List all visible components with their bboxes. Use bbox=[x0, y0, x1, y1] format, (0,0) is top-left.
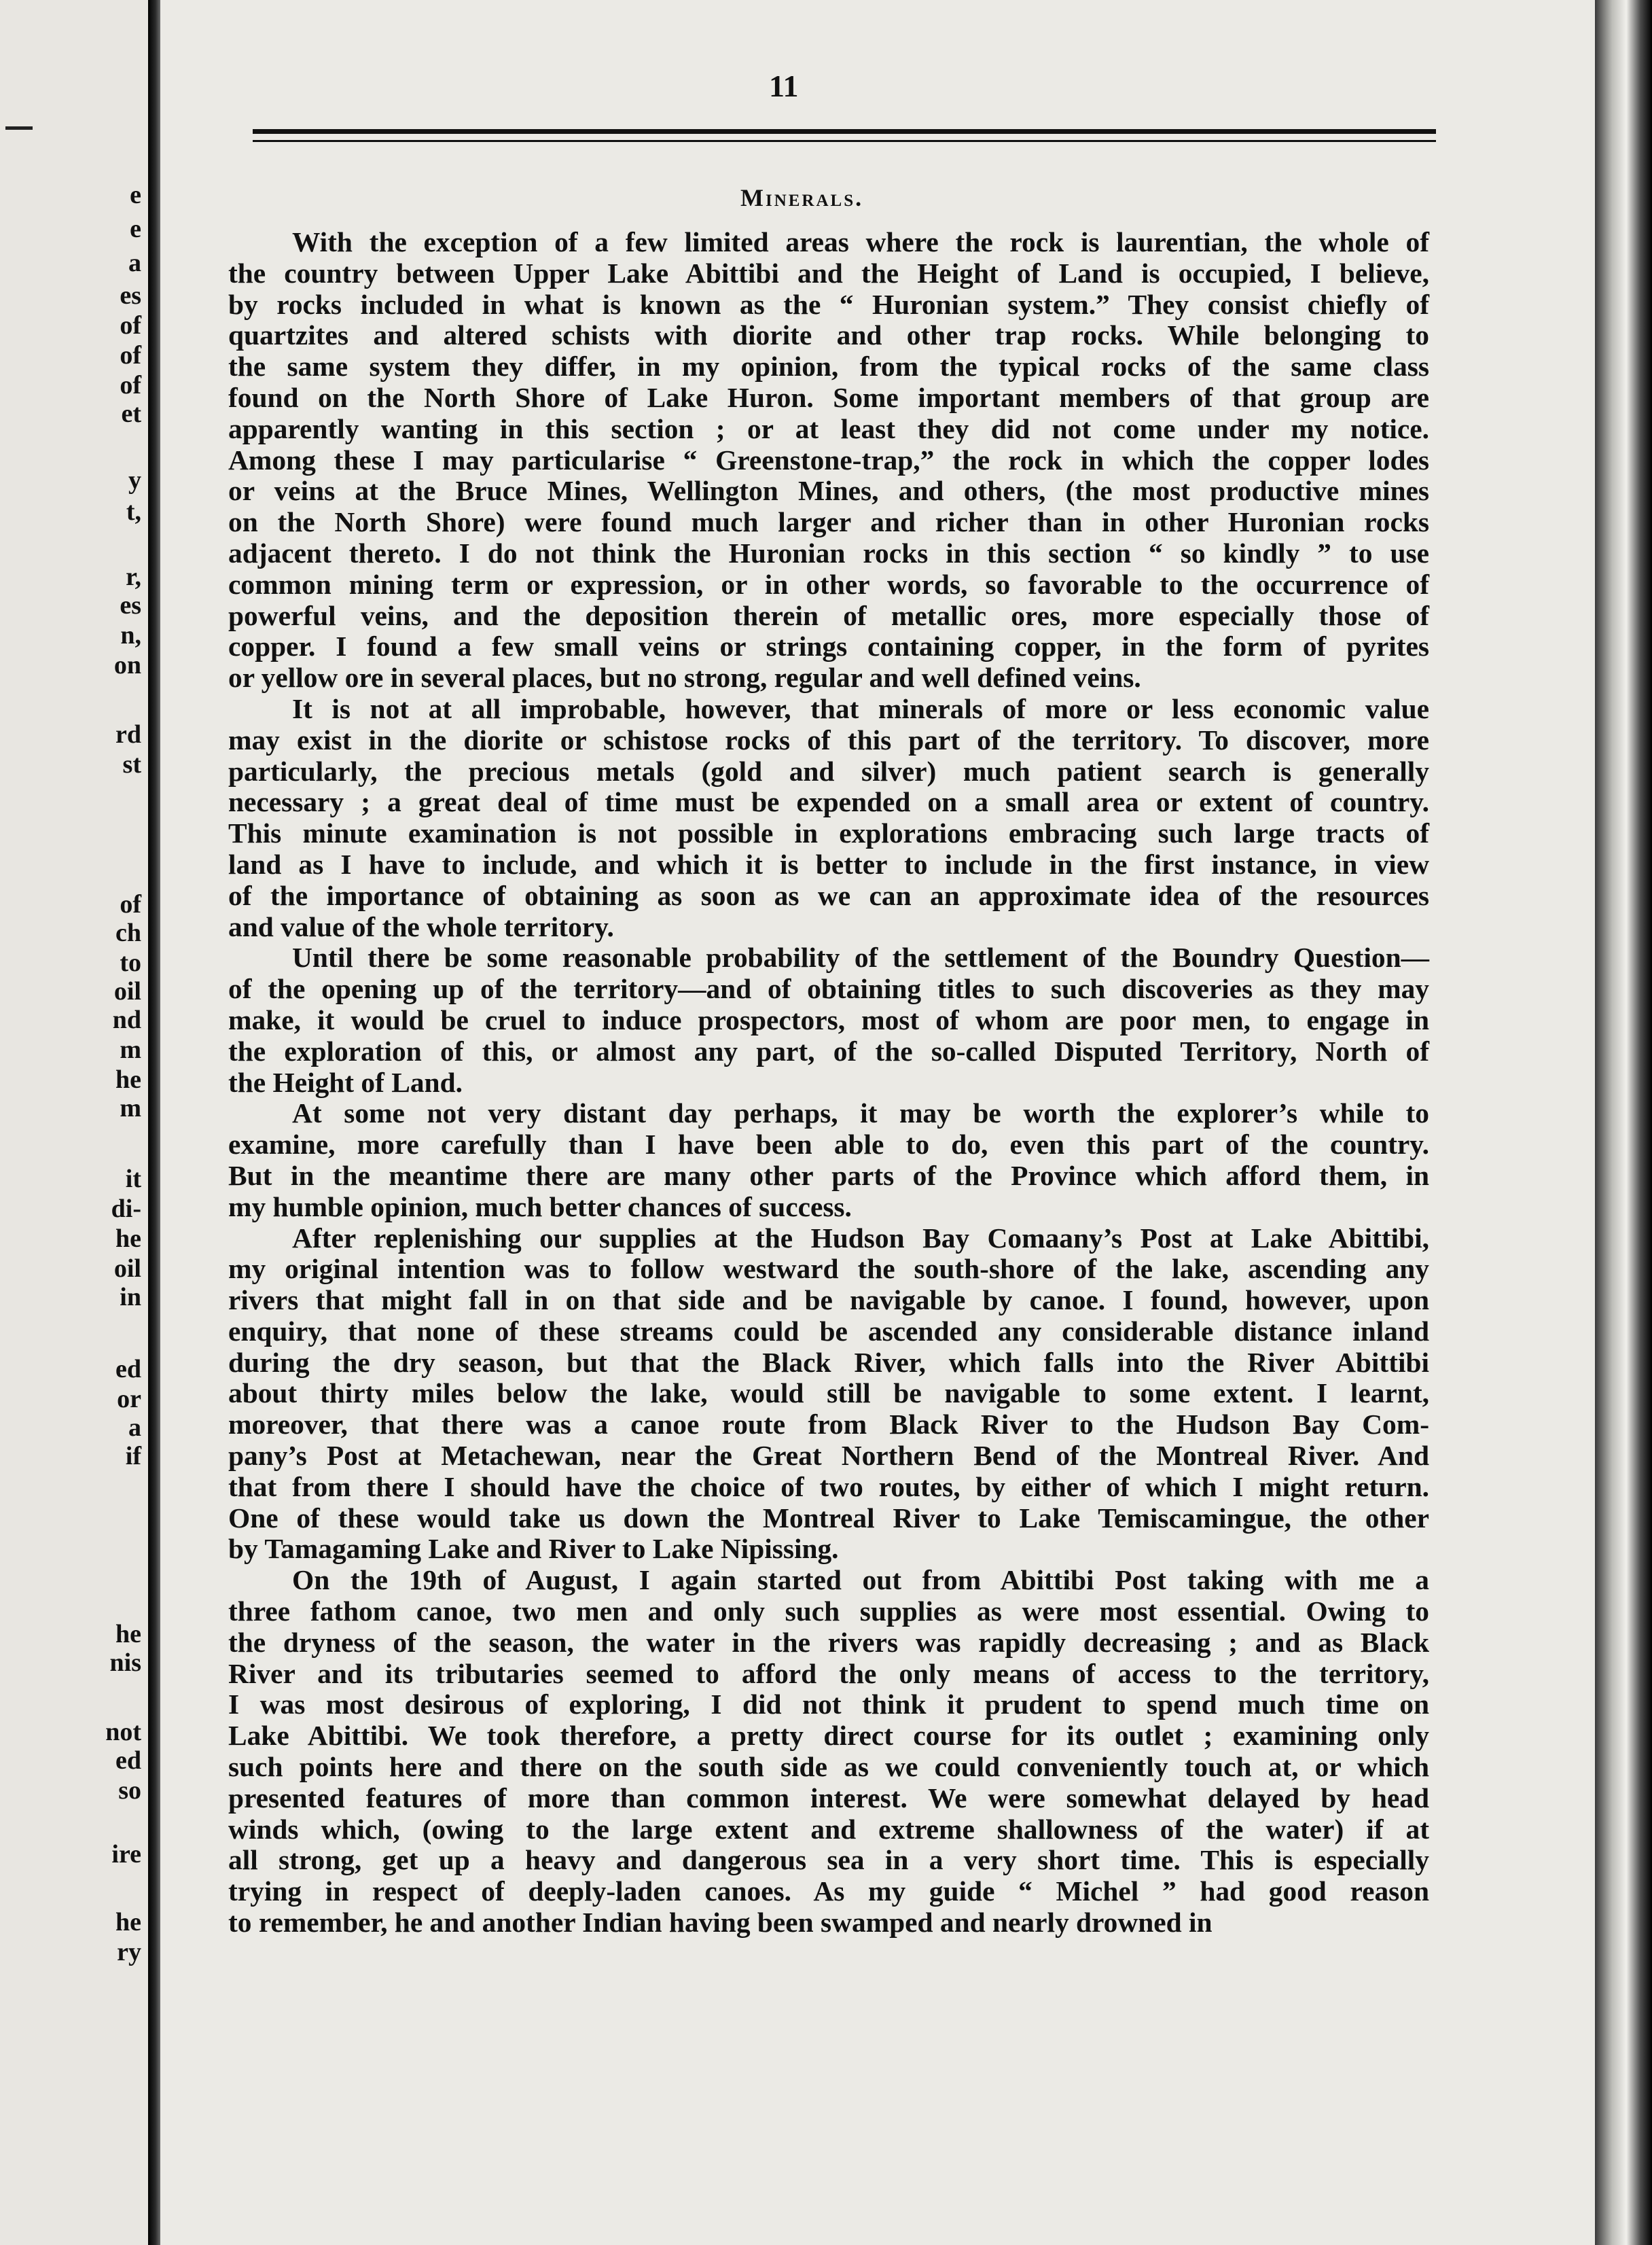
text-line: and value of the whole territory. bbox=[228, 911, 614, 942]
text-line: common mining term or expression, or in other words, so favorable to the occurrence of bbox=[228, 568, 1429, 600]
adjacent-page-fragment: ed bbox=[115, 1746, 141, 1775]
text-line: during the dry season, but that the Black River, which falls into the River Abittibi bbox=[228, 1346, 1429, 1378]
adjacent-page bbox=[0, 0, 148, 2245]
text-line: the country between Upper Lake Abittibi and the Height of Land is occupied, I believe, bbox=[228, 257, 1429, 289]
text-line: With the exception of a few limited areas where the rock is laurentian, the whole of bbox=[292, 226, 1429, 258]
text-line: by rocks included in what is known as the “ Huronian system.” They consist chiefly of bbox=[228, 288, 1429, 320]
paragraph bbox=[228, 942, 1429, 1098]
text-line: necessary ; a great deal of time must be expended on a small area or extent of country. bbox=[228, 786, 1429, 818]
text-line: Among these I may particularise “ Greenstone-trap,” the rock in which the copper lodes bbox=[228, 444, 1429, 476]
adjacent-page-fragment: or bbox=[117, 1385, 141, 1413]
adjacent-page-fragment: ry bbox=[117, 1938, 141, 1966]
adjacent-page-fragment: st bbox=[122, 750, 141, 779]
adjacent-page-rule bbox=[5, 126, 33, 130]
adjacent-page-fragment: of bbox=[120, 341, 141, 370]
book-gutter bbox=[148, 0, 160, 2245]
adjacent-page-fragment: ch bbox=[115, 919, 141, 947]
text-line: winds which, (owing to the large extent and extreme shallowness of the water) if at bbox=[228, 1813, 1429, 1845]
adjacent-page-fragment: a bbox=[128, 249, 141, 277]
adjacent-page-fragment: et bbox=[121, 400, 141, 428]
adjacent-page-fragment: he bbox=[115, 1620, 141, 1648]
text-line: my original intention was to follow westward the south-shore of the lake, ascending any bbox=[228, 1253, 1429, 1285]
adjacent-page-fragment: m bbox=[120, 1094, 141, 1122]
text-line: At some not very distant day perhaps, it may be worth the explorer’s while to bbox=[292, 1097, 1429, 1129]
text-line: the same system they differ, in my opinion, from the typical rocks of the same class bbox=[228, 351, 1429, 383]
text-line: powerful veins, and the deposition therein of metallic ores, more especially those of bbox=[228, 599, 1429, 631]
text-line: But in the meantime there are many other parts of the Province which afford them, in bbox=[228, 1159, 1429, 1191]
text-line: or yellow ore in several places, but no strong, regular and well defined veins. bbox=[228, 662, 1141, 694]
text-line: On the 19th of August, I again started out from Abittibi Post taking with me a bbox=[292, 1564, 1429, 1596]
adjacent-page-fragment: e bbox=[130, 181, 141, 209]
text-line: examine, more carefully than I have been able to do, even this part of the country. bbox=[228, 1129, 1429, 1161]
text-line: Lake Abittibi. We took therefore, a pretty direct course for its outlet ; examining only bbox=[228, 1720, 1429, 1752]
text-line: on the North Shore) were found much larger and richer than in other Huronian rocks bbox=[228, 506, 1429, 538]
text-line: that from there I should have the choice of two routes, by either of which I might return. bbox=[228, 1470, 1429, 1502]
text-line: three fathom canoe, two men and only such supplies as were most essential. Owing to bbox=[228, 1595, 1429, 1627]
text-line: adjacent thereto. I do not think the Huronian rocks in this section “ so kindly ” to use bbox=[228, 537, 1429, 569]
adjacent-page-fragment: t, bbox=[126, 497, 141, 526]
text-line: by Tamagaming Lake and River to Lake Nipissing. bbox=[228, 1533, 839, 1565]
adjacent-page-fragment: e bbox=[130, 215, 141, 243]
adjacent-page-fragment: not bbox=[105, 1718, 141, 1746]
text-line: the Height of Land. bbox=[228, 1066, 463, 1098]
paragraph bbox=[228, 1223, 1429, 1566]
adjacent-page-fragment: of bbox=[120, 371, 141, 400]
text-line: particularly, the precious metals (gold and silver) much patient search is generally bbox=[228, 755, 1429, 787]
text-line: trying in respect of deeply-laden canoes. As my guide “ Michel ” had good reason bbox=[228, 1875, 1429, 1907]
text-line: pany’s Post at Metachewan, near the Great Northern Bend of the Montreal River. And bbox=[228, 1440, 1429, 1472]
text-line: Until there be some reasonable probability of the settlement of the Boundry Question— bbox=[292, 942, 1429, 974]
text-line: of the opening up of the territory—and of obtaining titles to such discoveries as they may bbox=[228, 973, 1429, 1005]
adjacent-page-fragment: a bbox=[128, 1413, 141, 1442]
adjacent-page-fragment: nd bbox=[112, 1006, 141, 1034]
adjacent-page-fragment: if bbox=[125, 1442, 141, 1470]
adjacent-page-fragment: he bbox=[115, 1908, 141, 1937]
adjacent-page-fragment: he bbox=[115, 1224, 141, 1253]
text-line: rivers that might fall in on that side and be navigable by canoe. I found, however, upon bbox=[228, 1284, 1429, 1316]
text-line: my humble opinion, much better chances of success. bbox=[228, 1190, 852, 1222]
text-line: It is not at all improbable, however, that minerals of more or less economic value bbox=[292, 692, 1429, 724]
header-rule-thick bbox=[253, 129, 1436, 134]
text-line: the dryness of the season, the water in the rivers was rapidly decreasing ; and as Black bbox=[228, 1626, 1429, 1658]
adjacent-page-fragment: oil bbox=[113, 977, 141, 1006]
text-line: copper. I found a few small veins or strings containing copper, in the form of pyrites bbox=[228, 631, 1429, 662]
text-line: presented features of more than common interest. We were somewhat delayed by head bbox=[228, 1782, 1429, 1814]
text-line: apparently wanting in this section ; or at least they did not come under my notice. bbox=[228, 412, 1429, 444]
section-title: Minerals. bbox=[740, 184, 864, 211]
adjacent-page-fragment: m bbox=[120, 1036, 141, 1064]
adjacent-page-fragment: n, bbox=[120, 621, 141, 650]
text-line: quartzites and altered schists with diorite and other trap rocks. While belonging to bbox=[228, 319, 1429, 351]
adjacent-page-fragment: of bbox=[120, 890, 141, 919]
text-line: After replenishing our supplies at the Hudson Bay Comaany’s Post at Lake Abittibi, bbox=[292, 1222, 1429, 1254]
text-line: all strong, get up a heavy and dangerous sea in a very short time. This is especially bbox=[228, 1844, 1429, 1876]
text-line: to remember, he and another Indian having been swamped and nearly drowned in bbox=[228, 1907, 1213, 1939]
adjacent-page-fragment: it bbox=[125, 1165, 141, 1193]
adjacent-page-fragment: of bbox=[120, 311, 141, 340]
text-line: found on the North Shore of Lake Huron. Some important members of that group are bbox=[228, 381, 1429, 413]
text-line: land as I have to include, and which it is better to include in the first instance, in view bbox=[228, 848, 1429, 880]
adjacent-page-fragment: so bbox=[118, 1776, 141, 1805]
adjacent-page-fragment: oil bbox=[113, 1254, 141, 1283]
adjacent-page-fragment: y bbox=[128, 466, 141, 495]
header-rule-thin bbox=[253, 140, 1436, 142]
text-line: This minute examination is not possible in explorations embracing such large tracts of bbox=[228, 817, 1429, 849]
adjacent-page-fragment: ed bbox=[115, 1355, 141, 1383]
adjacent-page-fragment: es bbox=[120, 591, 141, 620]
adjacent-page-fragment: he bbox=[115, 1065, 141, 1094]
adjacent-page-fragment: in bbox=[120, 1283, 141, 1311]
text-line: the exploration of this, or almost any part, of the so-called Disputed Territory, North of bbox=[228, 1035, 1429, 1067]
text-line: or veins at the Bruce Mines, Wellington Mines, and others, (the most productive mines bbox=[228, 475, 1429, 507]
paragraph bbox=[228, 227, 1429, 694]
text-line: make, it would be cruel to induce prospectors, most of whom are poor men, to engage in bbox=[228, 1004, 1429, 1036]
adjacent-page-fragment: to bbox=[120, 949, 141, 977]
paragraph bbox=[228, 1565, 1429, 1939]
text-line: enquiry, that none of these streams could be ascended any considerable distance inland bbox=[228, 1315, 1429, 1347]
adjacent-page-fragment: di- bbox=[111, 1195, 141, 1223]
adjacent-page-fragment: nis bbox=[109, 1648, 141, 1677]
text-line: River and its tributaries seemed to afford the only means of access to the territory, bbox=[228, 1657, 1429, 1689]
paragraph bbox=[228, 694, 1429, 942]
text-line: such points here and there on the south side as we could conveniently touch at, or which bbox=[228, 1751, 1429, 1783]
adjacent-page-fragment: ire bbox=[111, 1840, 141, 1869]
adjacent-page-fragment: rd bbox=[115, 720, 141, 749]
text-line: One of these would take us down the Montreal River to Lake Temiscamingue, the other bbox=[228, 1502, 1429, 1534]
page-number: 11 bbox=[769, 69, 799, 103]
text-line: I was most desirous of exploring, I did not think it prudent to spend much time on bbox=[228, 1689, 1429, 1720]
paragraph bbox=[228, 1098, 1429, 1222]
text-line: about thirty miles below the lake, would still be navigable to some extent. I learnt, bbox=[228, 1377, 1429, 1409]
page-edge bbox=[1595, 0, 1652, 2245]
adjacent-page-fragment: on bbox=[113, 651, 141, 679]
text-line: of the importance of obtaining as soon as we can an approximate idea of the resources bbox=[228, 879, 1429, 911]
adjacent-page-fragment: r, bbox=[126, 563, 141, 591]
text-line: moreover, that there was a canoe route from Black River to the Hudson Bay Com- bbox=[228, 1409, 1429, 1440]
body-text bbox=[228, 227, 1429, 1939]
text-line: may exist in the diorite or schistose rocks of this part of the territory. To discover, more bbox=[228, 724, 1429, 756]
adjacent-page-fragment: es bbox=[120, 281, 141, 310]
